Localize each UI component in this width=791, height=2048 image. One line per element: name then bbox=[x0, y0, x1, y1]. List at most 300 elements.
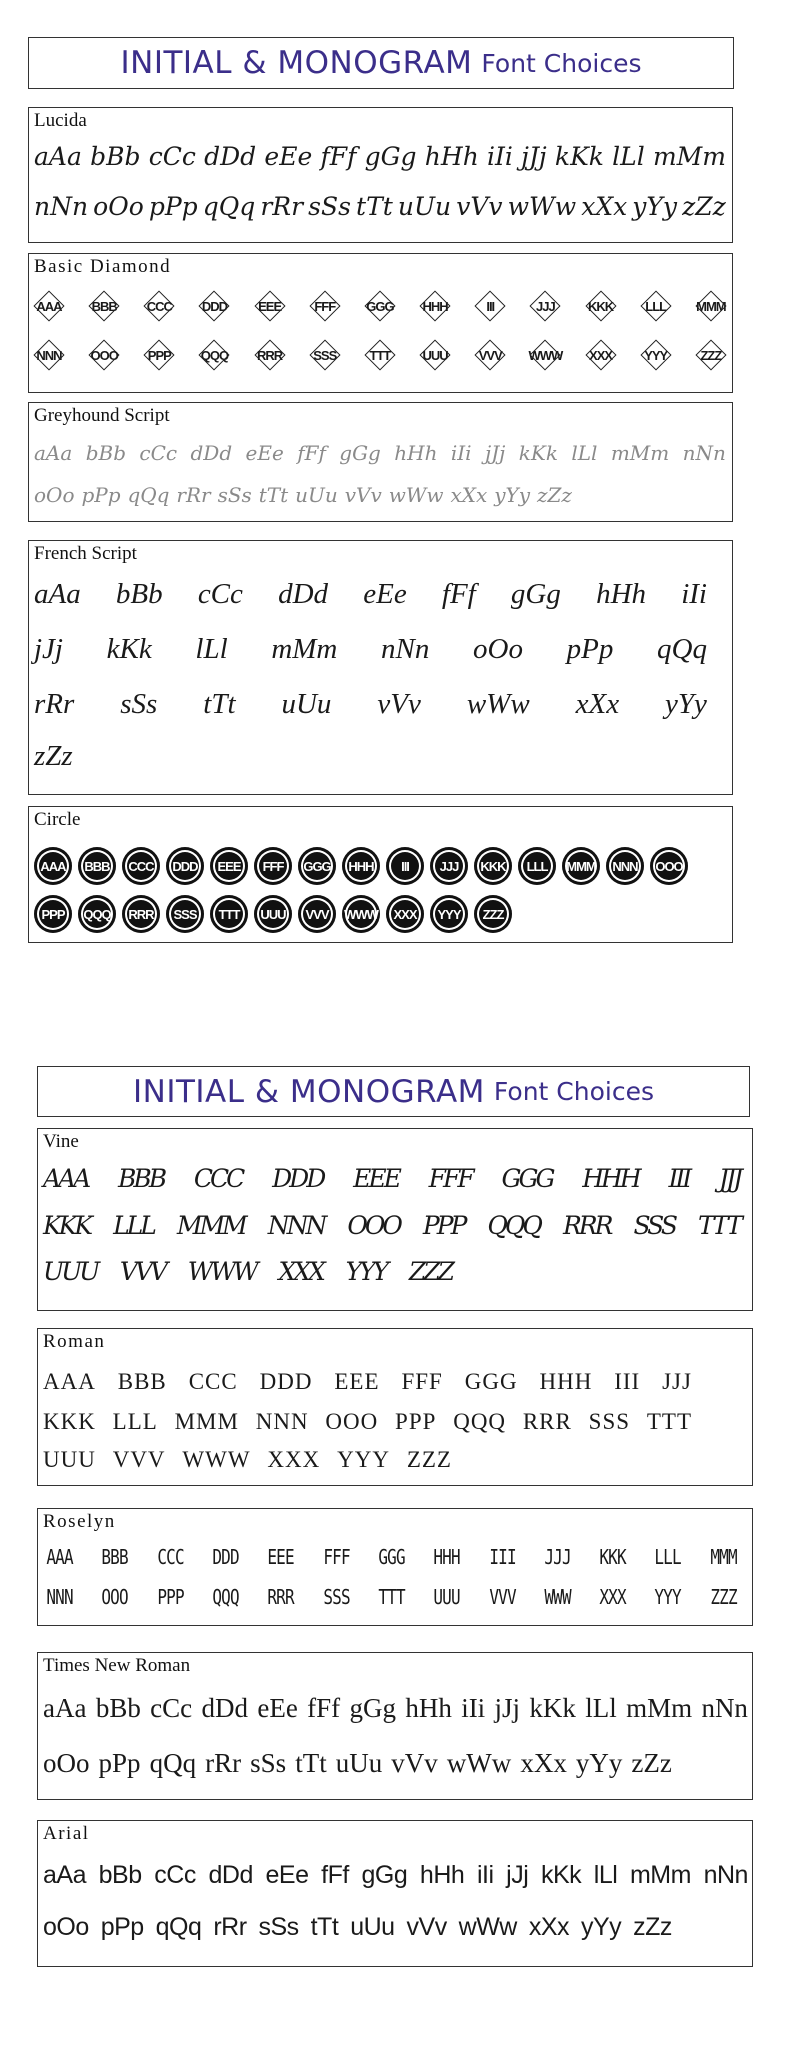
monogram-sample: wWw bbox=[388, 483, 444, 507]
monogram-sample: SSS bbox=[588, 1409, 631, 1434]
font-label: Greyhound Script bbox=[34, 405, 170, 426]
monogram-sample: sSs bbox=[217, 483, 252, 507]
monogram-sample: iIi bbox=[476, 1861, 494, 1889]
monogram-sample: QQQ bbox=[78, 895, 116, 933]
monogram-sample: XXX bbox=[599, 1585, 626, 1609]
monogram-sample: PPP bbox=[156, 1585, 184, 1609]
monogram-sample: wWw bbox=[507, 192, 577, 221]
monogram-sample: SSS bbox=[322, 1585, 350, 1609]
monogram-sample: fFf bbox=[297, 441, 326, 465]
monogram-sample: iIi bbox=[681, 578, 707, 610]
monogram-sample: HHH bbox=[433, 1545, 460, 1569]
monogram-sample: NNN bbox=[255, 1409, 309, 1434]
monogram-sample: OOO bbox=[650, 847, 688, 885]
monogram-sample: uUu bbox=[397, 192, 452, 221]
title-main: INITIAL & MONOGRAM bbox=[133, 1073, 485, 1110]
monogram-sample: dDd bbox=[208, 1861, 253, 1889]
monogram-sample: YYY bbox=[345, 1257, 387, 1286]
monogram-sample: III bbox=[475, 291, 505, 321]
monogram-sample: oOo bbox=[34, 483, 75, 507]
monogram-sample: xXx bbox=[581, 192, 628, 221]
monogram-sample: UUU bbox=[433, 1585, 460, 1609]
monogram-sample: WWW bbox=[187, 1257, 256, 1286]
title-banner-top bbox=[28, 37, 734, 89]
title-sub: Font Choices bbox=[493, 1077, 654, 1106]
monogram-sample: AAA bbox=[46, 1545, 73, 1569]
monogram-sample: cCc bbox=[148, 142, 196, 171]
title-main: INITIAL & MONOGRAM bbox=[120, 45, 473, 81]
monogram-sample: UUU bbox=[43, 1447, 96, 1472]
monogram-sample: cCc bbox=[154, 1861, 196, 1889]
monogram-sample: MMM bbox=[710, 1545, 737, 1569]
glyph-row bbox=[43, 1861, 748, 1890]
monogram-sample: xXx bbox=[575, 688, 620, 720]
monogram-sample: jJj bbox=[494, 1693, 521, 1723]
monogram-sample: NNN bbox=[606, 847, 644, 885]
monogram-sample: iIi bbox=[461, 1693, 486, 1723]
monogram-sample: mMm bbox=[626, 1693, 693, 1723]
monogram-sample: jJj bbox=[34, 633, 63, 665]
monogram-sample: tTt bbox=[310, 1913, 339, 1941]
monogram-sample: RRR bbox=[267, 1585, 295, 1609]
monogram-sample: rRr bbox=[176, 483, 211, 507]
monogram-sample: MMM bbox=[562, 847, 600, 885]
monogram-sample: sSs bbox=[250, 1748, 287, 1778]
monogram-sample: RRR bbox=[122, 895, 160, 933]
monogram-sample: pPp bbox=[566, 633, 614, 665]
monogram-sample: LLL bbox=[654, 1545, 682, 1569]
monogram-sample: UUU bbox=[43, 1257, 98, 1286]
monogram-sample: PPP bbox=[422, 1211, 465, 1240]
monogram-sample: LLL bbox=[112, 1409, 158, 1434]
monogram-sample: gGg bbox=[349, 1693, 396, 1723]
monogram-sample: fFf bbox=[441, 578, 476, 610]
monogram-sample: VVV bbox=[475, 340, 505, 370]
glyph-row bbox=[43, 1585, 740, 1609]
font-label: French Script bbox=[34, 543, 137, 564]
monogram-sample: aAa bbox=[34, 578, 81, 610]
font-label: Circle bbox=[34, 809, 81, 830]
monogram-sample: rRr bbox=[34, 688, 75, 720]
monogram-sample: zZz bbox=[631, 1748, 672, 1778]
monogram-sample: OOO bbox=[101, 1585, 129, 1609]
monogram-sample: WWW bbox=[182, 1447, 251, 1472]
font-panel-circle bbox=[28, 806, 733, 943]
monogram-sample: qQq bbox=[127, 483, 170, 507]
monogram-sample: nNn bbox=[381, 633, 430, 665]
monogram-sample: vVv bbox=[391, 1748, 438, 1778]
monogram-sample: EEE bbox=[334, 1369, 380, 1394]
font-label: Roman bbox=[43, 1331, 106, 1352]
monogram-sample: gGg bbox=[361, 1861, 408, 1889]
glyph-row bbox=[34, 340, 726, 370]
monogram-sample: jJj bbox=[506, 1861, 529, 1889]
font-panel-roman bbox=[37, 1328, 753, 1486]
monogram-sample: CCC bbox=[122, 847, 160, 885]
monogram-sample: pPp bbox=[148, 192, 198, 221]
font-panel-basic-diamond bbox=[28, 253, 733, 393]
monogram-sample: III bbox=[668, 1164, 690, 1193]
monogram-sample: FFF bbox=[310, 291, 340, 321]
glyph-row bbox=[43, 1693, 748, 1724]
monogram-sample: OOO bbox=[325, 1409, 379, 1434]
monogram-sample: NNN bbox=[46, 1585, 73, 1609]
monogram-sample: RRR bbox=[255, 340, 285, 370]
monogram-sample: bBb bbox=[85, 441, 126, 465]
monogram-sample: nNn bbox=[682, 441, 726, 465]
monogram-sample: wWw bbox=[446, 1748, 512, 1778]
monogram-sample: jJj bbox=[484, 441, 506, 465]
monogram-sample: FFF bbox=[428, 1164, 472, 1193]
monogram-sample: sSs bbox=[120, 688, 158, 720]
monogram-sample: HHH bbox=[539, 1369, 593, 1394]
monogram-sample: MMM bbox=[174, 1409, 239, 1434]
monogram-sample: lLl bbox=[571, 441, 598, 465]
monogram-sample: yYy bbox=[632, 192, 678, 221]
monogram-sample: lLl bbox=[612, 142, 645, 171]
monogram-sample: bBb bbox=[115, 578, 163, 610]
monogram-sample: LLL bbox=[518, 847, 556, 885]
monogram-sample: gGg bbox=[510, 578, 561, 610]
monogram-sample: NNN bbox=[34, 340, 64, 370]
monogram-sample: eEe bbox=[363, 578, 407, 610]
monogram-sample: dDd bbox=[201, 1693, 248, 1723]
monogram-sample: tTt bbox=[203, 688, 236, 720]
monogram-sample: BBB bbox=[89, 291, 119, 321]
monogram-sample: hHh bbox=[394, 441, 438, 465]
monogram-sample: gGg bbox=[364, 142, 417, 171]
monogram-sample: qQq bbox=[155, 1913, 202, 1941]
font-panel-arial bbox=[37, 1820, 753, 1967]
monogram-sample: GGG bbox=[365, 291, 395, 321]
monogram-sample: rRr bbox=[260, 192, 304, 221]
monogram-sample: DDD bbox=[199, 291, 229, 321]
monogram-sample: QQQ bbox=[212, 1585, 239, 1609]
monogram-sample: PPP bbox=[144, 340, 174, 370]
monogram-sample: CCC bbox=[188, 1369, 238, 1394]
monogram-sample: vVv bbox=[377, 688, 421, 720]
font-panel-vine bbox=[37, 1128, 753, 1311]
monogram-sample: EEE bbox=[267, 1545, 295, 1569]
monogram-sample: dDd bbox=[190, 441, 233, 465]
glyph-row bbox=[34, 688, 707, 721]
monogram-sample: HHH bbox=[420, 291, 450, 321]
monogram-sample: nNn bbox=[34, 192, 89, 221]
monogram-sample: aAa bbox=[34, 142, 82, 171]
font-label: Times New Roman bbox=[43, 1655, 191, 1676]
monogram-sample: AAA bbox=[43, 1369, 96, 1394]
monogram-sample: mMm bbox=[610, 441, 670, 465]
monogram-sample: aAa bbox=[34, 441, 73, 465]
monogram-sample: KKK bbox=[586, 291, 616, 321]
monogram-sample: oOo bbox=[473, 633, 523, 665]
monogram-sample: SSS bbox=[633, 1211, 675, 1240]
monogram-sample: sSs bbox=[308, 192, 351, 221]
monogram-sample: rRr bbox=[213, 1913, 247, 1941]
title-banner-bottom bbox=[37, 1066, 750, 1117]
monogram-sample: AAA bbox=[34, 847, 72, 885]
monogram-sample: gGg bbox=[339, 441, 381, 465]
monogram-sample: FFF bbox=[401, 1369, 443, 1394]
monogram-sample: AAA bbox=[43, 1164, 89, 1193]
monogram-sample: tTt bbox=[295, 1748, 327, 1778]
monogram-sample: LLL bbox=[641, 291, 671, 321]
monogram-sample: MMM bbox=[176, 1211, 245, 1240]
monogram-sample: zZz bbox=[682, 192, 726, 221]
monogram-sample: mMm bbox=[652, 142, 726, 171]
monogram-sample: XXX bbox=[278, 1257, 323, 1286]
glyph-row bbox=[43, 1369, 692, 1395]
glyph-row bbox=[43, 1211, 740, 1240]
monogram-sample: DDD bbox=[212, 1545, 239, 1569]
glyph-row bbox=[34, 847, 726, 885]
monogram-sample: vVv bbox=[406, 1913, 447, 1941]
monogram-sample: cCc bbox=[150, 1693, 193, 1723]
glyph-row bbox=[34, 895, 726, 933]
monogram-sample: ZZZ bbox=[406, 1447, 452, 1472]
monogram-sample: TTT bbox=[210, 895, 248, 933]
monogram-sample: PPP bbox=[34, 895, 72, 933]
monogram-sample: zZz bbox=[633, 1913, 672, 1941]
monogram-sample: xXx bbox=[528, 1913, 569, 1941]
monogram-sample: nNn bbox=[701, 1693, 748, 1723]
font-panel-roselyn bbox=[37, 1508, 753, 1626]
font-label: Arial bbox=[43, 1823, 90, 1844]
monogram-sample: oOo bbox=[43, 1748, 90, 1778]
monogram-sample: jJj bbox=[521, 142, 547, 171]
monogram-sample: GGG bbox=[464, 1369, 518, 1394]
monogram-sample: kKk bbox=[529, 1693, 576, 1723]
monogram-sample: SSS bbox=[310, 340, 340, 370]
monogram-sample: QQQ bbox=[199, 340, 229, 370]
monogram-sample: WWW bbox=[530, 340, 560, 370]
glyph-row bbox=[43, 1913, 672, 1942]
glyph-row bbox=[34, 578, 707, 611]
monogram-sample: III bbox=[614, 1369, 641, 1394]
monogram-sample: vVv bbox=[456, 192, 503, 221]
monogram-sample: eEe bbox=[264, 142, 313, 171]
monogram-sample: zZz bbox=[536, 483, 572, 507]
monogram-sample: KKK bbox=[43, 1409, 96, 1434]
monogram-sample: TTT bbox=[365, 340, 395, 370]
title-sub: Font Choices bbox=[481, 48, 642, 78]
monogram-sample: yYy bbox=[580, 1913, 622, 1941]
monogram-sample: yYy bbox=[494, 483, 531, 507]
monogram-sample: bBb bbox=[95, 1693, 141, 1723]
monogram-sample: hHh bbox=[596, 578, 647, 610]
monogram-sample: XXX bbox=[586, 340, 616, 370]
monogram-sample: uUu bbox=[295, 483, 338, 507]
monogram-sample: uUu bbox=[335, 1748, 383, 1778]
monogram-sample: nNn bbox=[703, 1861, 748, 1889]
monogram-sample: FFF bbox=[254, 847, 292, 885]
monogram-sample: iIi bbox=[487, 142, 513, 171]
monogram-sample: fFf bbox=[320, 142, 357, 171]
font-label: Vine bbox=[43, 1131, 79, 1152]
monogram-sample: RRR bbox=[562, 1211, 611, 1240]
monogram-sample: ZZZ bbox=[710, 1585, 737, 1609]
monogram-sample: QQQ bbox=[487, 1211, 540, 1240]
monogram-sample: eEe bbox=[265, 1861, 309, 1889]
glyph-row bbox=[34, 192, 726, 221]
monogram-sample: ZZZ bbox=[474, 895, 512, 933]
monogram-sample: JJJ bbox=[430, 847, 468, 885]
font-panel-lucida bbox=[28, 107, 733, 243]
monogram-sample: kKk bbox=[554, 142, 604, 171]
monogram-sample: KKK bbox=[474, 847, 512, 885]
monogram-sample: bBb bbox=[98, 1861, 142, 1889]
monogram-sample: UUU bbox=[254, 895, 292, 933]
monogram-sample: lLl bbox=[585, 1693, 617, 1723]
monogram-sample: MMM bbox=[696, 291, 726, 321]
monogram-sample: LLL bbox=[113, 1211, 154, 1240]
monogram-sample: wWw bbox=[466, 688, 530, 720]
monogram-sample: HHH bbox=[582, 1164, 639, 1193]
monogram-sample: TTT bbox=[378, 1585, 405, 1609]
monogram-sample: OOO bbox=[89, 340, 119, 370]
monogram-sample: lLl bbox=[195, 633, 228, 665]
monogram-sample: lLl bbox=[593, 1861, 618, 1889]
glyph-row bbox=[43, 1447, 452, 1473]
monogram-sample: fFf bbox=[321, 1861, 349, 1889]
monogram-sample: YYY bbox=[430, 895, 468, 933]
monogram-sample: ZZZ bbox=[408, 1257, 452, 1286]
glyph-row bbox=[43, 1545, 740, 1569]
monogram-sample: oOo bbox=[43, 1913, 89, 1941]
monogram-sample: pPp bbox=[98, 1748, 141, 1778]
monogram-sample: DDD bbox=[272, 1164, 324, 1193]
monogram-sample: cCc bbox=[197, 578, 243, 610]
monogram-sample: ZZZ bbox=[696, 340, 726, 370]
monogram-sample: oOo bbox=[93, 192, 144, 221]
monogram-sample: dDd bbox=[204, 142, 257, 171]
monogram-sample: eEe bbox=[257, 1693, 298, 1723]
glyph-row bbox=[34, 740, 726, 773]
monogram-sample: yYy bbox=[575, 1748, 623, 1778]
monogram-sample: CCC bbox=[156, 1545, 184, 1569]
monogram-sample: BBB bbox=[117, 1369, 167, 1394]
monogram-sample: KKK bbox=[43, 1211, 91, 1240]
monogram-sample: hHh bbox=[405, 1693, 452, 1723]
monogram-sample: hHh bbox=[419, 1861, 465, 1889]
monogram-sample: NNN bbox=[267, 1211, 325, 1240]
monogram-sample: YYY bbox=[641, 340, 671, 370]
monogram-sample: zZz bbox=[34, 740, 73, 772]
glyph-row bbox=[43, 1164, 740, 1193]
monogram-sample: kKk bbox=[540, 1861, 582, 1889]
monogram-sample: YYY bbox=[337, 1447, 390, 1472]
font-label: Basic Diamond bbox=[34, 256, 172, 277]
monogram-sample: tTt bbox=[258, 483, 289, 507]
monogram-sample: dDd bbox=[278, 578, 329, 610]
monogram-sample: VVV bbox=[119, 1257, 166, 1286]
monogram-sample: uUu bbox=[281, 688, 332, 720]
glyph-row bbox=[34, 142, 726, 171]
monogram-sample: sSs bbox=[258, 1913, 299, 1941]
monogram-sample: EEE bbox=[255, 291, 285, 321]
monogram-sample: TTT bbox=[698, 1211, 740, 1240]
monogram-sample: VVV bbox=[298, 895, 336, 933]
monogram-sample: xXx bbox=[520, 1748, 567, 1778]
monogram-sample: pPp bbox=[100, 1913, 144, 1941]
monogram-sample: bBb bbox=[90, 142, 141, 171]
monogram-sample: JJJ bbox=[718, 1164, 740, 1193]
font-panel-greyhound-script bbox=[28, 402, 733, 522]
monogram-sample: WWW bbox=[544, 1585, 571, 1609]
monogram-sample: wWw bbox=[458, 1913, 517, 1941]
monogram-sample: JJJ bbox=[662, 1369, 692, 1394]
monogram-sample: vVv bbox=[344, 483, 382, 507]
monogram-sample: fFf bbox=[307, 1693, 341, 1723]
glyph-row bbox=[34, 291, 726, 321]
monogram-sample: EEE bbox=[210, 847, 248, 885]
monogram-sample: BBB bbox=[117, 1164, 165, 1193]
monogram-sample: kKk bbox=[518, 441, 558, 465]
monogram-sample: AAA bbox=[34, 291, 64, 321]
monogram-sample: JJJ bbox=[544, 1545, 571, 1569]
monogram-sample: XXX bbox=[386, 895, 424, 933]
monogram-sample: QQQ bbox=[453, 1409, 507, 1434]
monogram-sample: BBB bbox=[78, 847, 116, 885]
monogram-sample: PPP bbox=[395, 1409, 437, 1434]
monogram-sample: mMm bbox=[271, 633, 338, 665]
monogram-sample: qQq bbox=[657, 633, 707, 665]
glyph-row bbox=[43, 1257, 452, 1286]
monogram-sample: CCC bbox=[193, 1164, 243, 1193]
font-label: Roselyn bbox=[43, 1511, 116, 1532]
monogram-sample: KKK bbox=[599, 1545, 626, 1569]
monogram-sample: TTT bbox=[646, 1409, 692, 1434]
monogram-sample: iIi bbox=[450, 441, 472, 465]
monogram-sample: XXX bbox=[267, 1447, 321, 1472]
glyph-row bbox=[34, 483, 572, 507]
font-label: Lucida bbox=[34, 110, 87, 131]
monogram-sample: qQq bbox=[202, 192, 256, 221]
monogram-sample: DDD bbox=[259, 1369, 313, 1394]
monogram-sample: cCc bbox=[139, 441, 178, 465]
monogram-sample: BBB bbox=[101, 1545, 129, 1569]
glyph-row bbox=[34, 633, 707, 666]
monogram-sample: III bbox=[488, 1545, 516, 1569]
monogram-sample: uUu bbox=[350, 1913, 395, 1941]
monogram-sample: hHh bbox=[424, 142, 479, 171]
monogram-sample: kKk bbox=[106, 633, 152, 665]
monogram-sample: GGG bbox=[501, 1164, 553, 1193]
font-panel-times-new-roman bbox=[37, 1652, 753, 1800]
monogram-sample: OOO bbox=[347, 1211, 400, 1240]
monogram-sample: rRr bbox=[205, 1748, 242, 1778]
monogram-sample: EEE bbox=[353, 1164, 399, 1193]
monogram-sample: DDD bbox=[166, 847, 204, 885]
monogram-sample: VVV bbox=[112, 1447, 166, 1472]
glyph-row bbox=[34, 441, 726, 465]
monogram-sample: xXx bbox=[450, 483, 488, 507]
monogram-sample: qQq bbox=[149, 1748, 197, 1778]
monogram-sample: eEe bbox=[245, 441, 284, 465]
monogram-sample: GGG bbox=[378, 1545, 405, 1569]
monogram-sample: RRR bbox=[522, 1409, 572, 1434]
monogram-sample: yYy bbox=[665, 688, 707, 720]
monogram-sample: III bbox=[386, 847, 424, 885]
monogram-sample: aAa bbox=[43, 1861, 86, 1889]
glyph-row bbox=[43, 1409, 692, 1435]
monogram-sample: UUU bbox=[420, 340, 450, 370]
font-panel-french-script bbox=[28, 540, 733, 795]
monogram-sample: GGG bbox=[298, 847, 336, 885]
glyph-row bbox=[43, 1748, 672, 1779]
monogram-sample: JJJ bbox=[530, 291, 560, 321]
monogram-sample: VVV bbox=[488, 1585, 516, 1609]
